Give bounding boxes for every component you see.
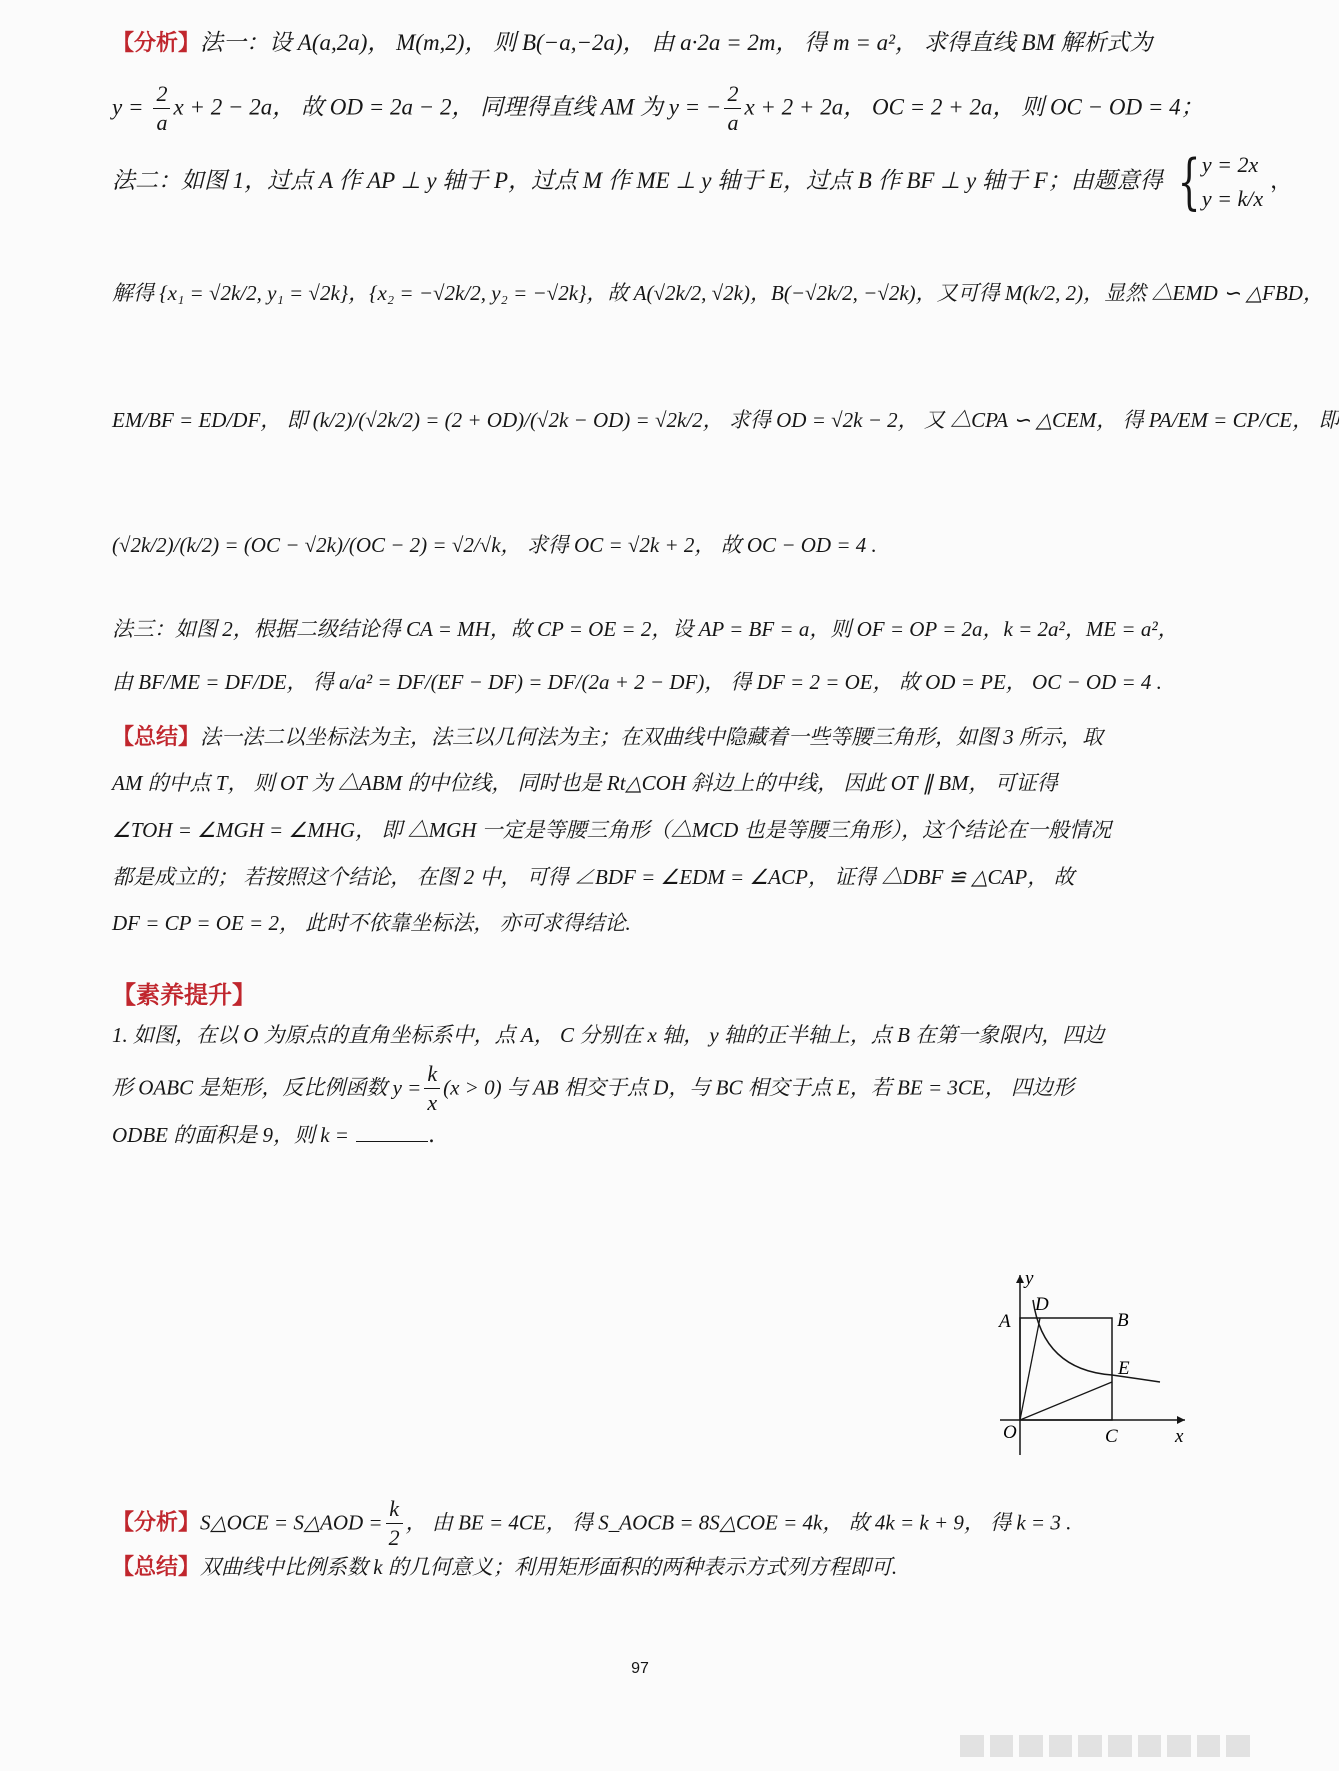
segment-OD: [1020, 1318, 1040, 1420]
analysis-label: 【分析】: [112, 30, 201, 56]
summary1-line2: AM 的中点 T， 则 OT 为 △ABM 的中位线， 同时也是 Rt△COH 斜边上的中线， 因此 OT ∥ BM， 可证得: [112, 771, 1058, 795]
analysis-method3-line1: 法三：如图 2，根据二级结论得 CA = MH，故 CP = OE = 2，设 AP = BF = a，则 OF = OP = 2a，k = 2a²，ME = a²，: [112, 617, 1179, 641]
fraction: $\frac{k}{x}$: [424, 1060, 440, 1117]
question1-line3: ODBE 的面积是 9，则 k = .: [112, 1123, 435, 1148]
label-D: D: [1035, 1294, 1049, 1315]
equation-system: y = 2x y = k/x: [1201, 152, 1264, 211]
question1-line2: 形 OABC 是矩形，反比例函数 y = $\frac{k}{x}$ (x > 0) 与 AB 相交于点 D，与 BC 相交于点 E，若 BE = 3CE， 四边形: [112, 1061, 1074, 1115]
summary-question1: 【总结】双曲线中比例系数 k 的几何意义；利用矩形面积的两种表示方式列方程即可.: [112, 1554, 898, 1580]
analysis-method2-line1: 法二：如图 1，过点 A 作 AP ⊥ y 轴于 P，过点 M 作 ME ⊥ y 轴于 E，过点 B 作 BF ⊥ y 轴于 F；由题意得 { y = 2x y = k/x ，: [112, 147, 1293, 217]
analysis-method1-line2: y = $\frac{2}{a}$ x + 2 − 2a， 故 OD = 2a − 2， 同理得直线 AM 为 y = − $\frac{2}{a}$ x + 2 + 2a， OC = 2 + 2a， 则 OC − OD = 4；: [112, 81, 1204, 135]
analysis-method2-line2: 解得 {x₁ = √2k/2, y₁ = √2k}，{x₂ = −√2k/2, y₂ = −√2k}，故 A(√2k/2, √2k)，B(−√2k/2, −√2k)，又可得 M(k/2, 2)，显然 △EMD ∽ △FBD，: [112, 281, 1324, 305]
section-title: 【素养提升】: [112, 980, 256, 1009]
fraction: $\frac{k}{2}$: [386, 1495, 403, 1552]
label-A: A: [999, 1311, 1011, 1332]
analysis-method3-line2: 由 BF/ME = DF/DE， 得 a/a² = DF/(EF − DF) = DF/(2a + 2 − DF)， 得 DF = 2 = OE， 故 OD = PE， OC − OD = 4 .: [112, 670, 1162, 694]
label-B: B: [1117, 1310, 1129, 1331]
analysis-method1-line1: 【分析】法一：设 A(a,2a)， M(m,2)， 则 B(−a,−2a)， 由 a·2a = 2m， 得 m = a²， 求得直线 BM 解析式为: [112, 30, 1153, 56]
summary1-line5: DF = CP = OE = 2， 此时不依靠坐标法， 亦可求得结论.: [112, 911, 631, 935]
label-y: y: [1025, 1268, 1034, 1289]
scan-artifact-bar: [960, 1735, 1250, 1757]
label-C: C: [1105, 1426, 1118, 1447]
analysis-question1: 【分析】S△OCE = S△AOD = $\frac{k}{2}$ ， 由 BE = 4CE， 得 S_AOCB = 8S△COE = 4k， 故 4k = k + 9， 得 k = 3 .: [112, 1496, 1072, 1550]
fraction: $\frac{2}{a}$: [153, 80, 170, 137]
page-number: 97: [631, 1660, 649, 1677]
summary1-line4: 都是成立的； 若按照这个结论， 在图 2 中， 可得 ∠BDF = ∠EDM = ∠ACP， 证得 △DBF ≌ △CAP， 故: [112, 865, 1075, 889]
analysis-method2-line3: EM/BF = ED/DF， 即 (k/2)/(√2k/2) = (2 + OD)/(√2k − OD) = √2k/2， 求得 OD = √2k − 2， 又 △CPA ∽ △CEM， 得 PA/EM = CP/CE， 即: [112, 408, 1339, 432]
label-x: x: [1175, 1426, 1184, 1447]
coordinate-figure: [985, 1270, 1190, 1460]
label-E: E: [1118, 1358, 1130, 1379]
hyperbola-curve: [1033, 1300, 1160, 1382]
summary1-line1: 【总结】法一法二以坐标法为主，法三以几何法为主；在双曲线中隐藏着一些等腰三角形，如图 3 所示，取: [112, 724, 1104, 750]
rectangle-OABC: [1020, 1318, 1112, 1420]
fraction: $\frac{2}{a}$: [724, 80, 741, 137]
summary1-line3: ∠TOH = ∠MGH = ∠MHG， 即 △MGH 一定是等腰三角形（△MCD 也是等腰三角形），这个结论在一般情况: [112, 818, 1112, 842]
question1-line1: 1. 如图，在以 O 为原点的直角坐标系中，点 A， C 分别在 x 轴， y 轴的正半轴上，点 B 在第一象限内，四边: [112, 1023, 1105, 1047]
segment-OE: [1020, 1382, 1112, 1420]
analysis-method2-line4: (√2k/2)/(k/2) = (OC − √2k)/(OC − 2) = √2/√k， 求得 OC = √2k + 2， 故 OC − OD = 4 .: [112, 533, 877, 557]
summary-label: 【总结】: [112, 724, 201, 750]
label-O: O: [1003, 1422, 1017, 1443]
answer-blank: [356, 1141, 428, 1142]
